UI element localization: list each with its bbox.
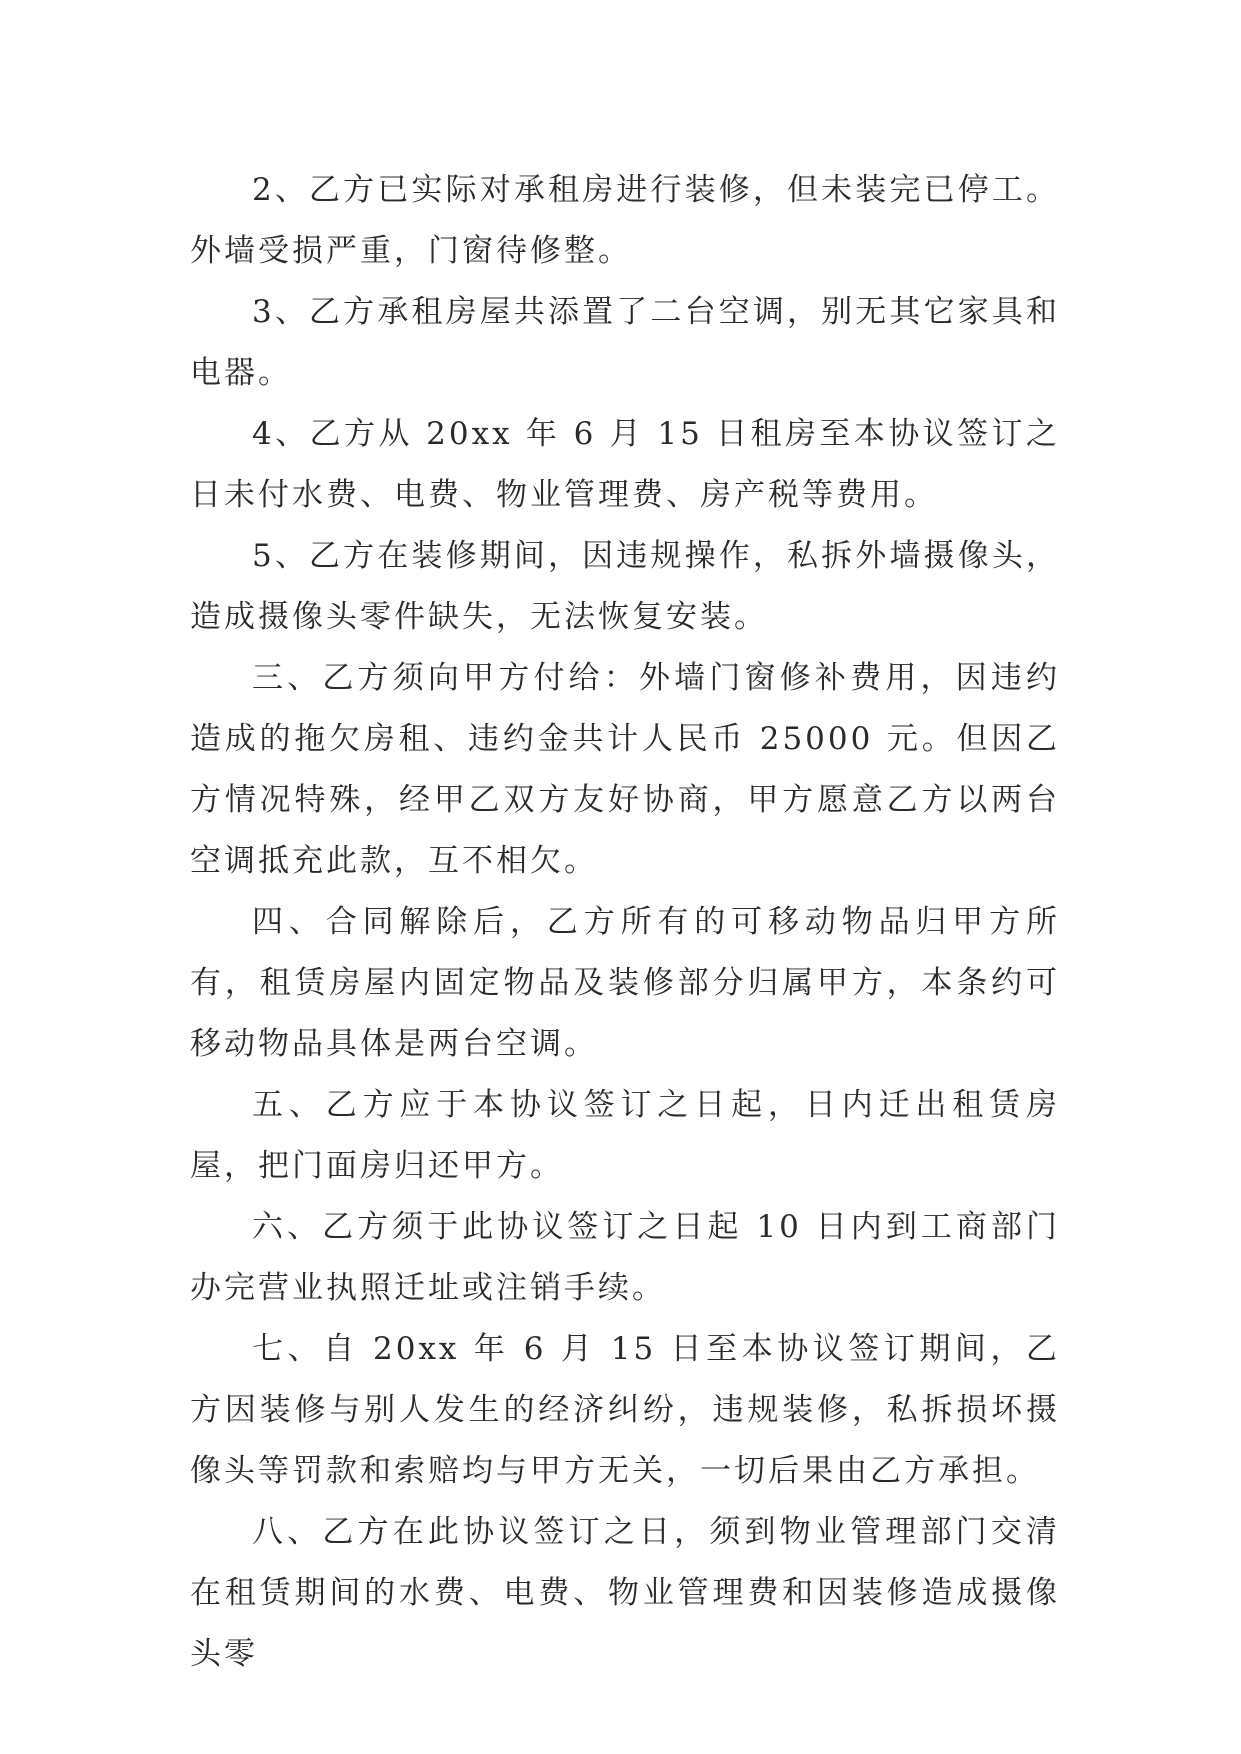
paragraph-article-3-payment: 三、乙方须向甲方付给：外墙门窗修补费用，因违约造成的拖欠房租、违约金共计人民币 25000 元。但因乙方情况特殊，经甲乙双方友好协商，甲方愿意乙方以两台空调抵充此款，互不相欠。 <box>190 660 1060 879</box>
paragraph-clause-3-air-conditioners: 3、乙方承租房屋共添置了二台空调，别无其它家具和电器。 <box>190 294 1060 391</box>
paragraph-clause-5-camera-damage: 5、乙方在装修期间，因违规操作，私拆外墙摄像头，造成摄像头零件缺失，无法恢复安装。 <box>190 538 1060 635</box>
paragraph-article-6-license: 六、乙方须于此协议签订之日起 10 日内到工商部门办完营业执照迁址或注销手续。 <box>190 1209 1060 1306</box>
paragraph-article-5-move-out: 五、乙方应于本协议签订之日起，日内迁出租赁房屋，把门面房归还甲方。 <box>190 1087 1060 1184</box>
paragraph-clause-2-renovation: 2、乙方已实际对承租房进行装修，但未装完已停工。外墙受损严重，门窗待修整。 <box>190 172 1060 269</box>
paragraph-article-4-property: 四、合同解除后，乙方所有的可移动物品归甲方所有，租赁房屋内固定物品及装修部分归属甲方，本条约可移动物品具体是两台空调。 <box>190 904 1060 1062</box>
paragraph-article-8-settlement: 八、乙方在此协议签订之日，须到物业管理部门交清在租赁期间的水费、电费、物业管理费和因装修造成摄像头零 <box>190 1514 1060 1672</box>
document-body <box>190 160 1060 1685</box>
paragraph-article-7-disputes: 七、自 20xx 年 6 月 15 日至本协议签订期间，乙方因装修与别人发生的经济纠纷，违规装修，私拆损坏摄像头等罚款和索赔均与甲方无关，一切后果由乙方承担。 <box>190 1331 1060 1489</box>
paragraph-clause-4-unpaid-fees: 4、乙方从 20xx 年 6 月 15 日租房至本协议签订之日未付水费、电费、物业管理费、房产税等费用。 <box>190 416 1060 513</box>
